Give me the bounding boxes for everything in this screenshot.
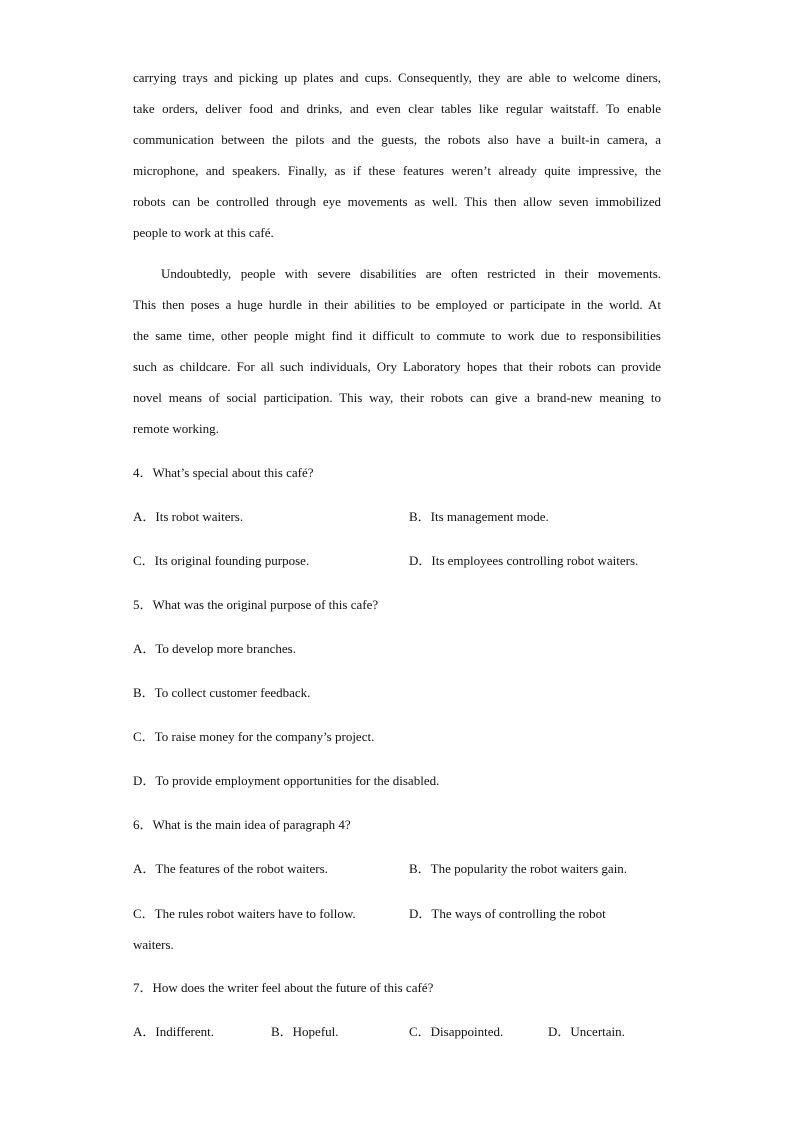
text-line: robots can be controlled through eye movements as well. This then allow seven immobilized (133, 194, 661, 209)
question-5-option-b-row (133, 664, 661, 708)
option-a[interactable]: A．Its robot waiters. (133, 509, 244, 524)
option-b[interactable]: B．To collect customer feedback. (133, 685, 311, 700)
option-a[interactable]: A．The features of the robot waiters. (133, 861, 328, 876)
question-6-stem: 6．What is the main idea of paragraph 4? (133, 817, 351, 832)
text-line: remote working. (133, 421, 219, 436)
option-b[interactable]: B．The popularity the robot waiters gain. (409, 861, 628, 876)
text-line: take orders, deliver food and drinks, and even clear tables like regular waitstaff. To enable (133, 101, 661, 116)
question-5-stem: 5．What was the original purpose of this cafe? (133, 597, 379, 612)
question-7-options-row (133, 1003, 661, 1047)
text-line: microphone, and speakers. Finally, as if these features weren’t already quite impressive, the (133, 163, 661, 178)
question-4-options-row-2 (133, 532, 661, 576)
option-d-continuation: waiters. (133, 937, 174, 952)
question-5-option-d-row (133, 752, 661, 796)
option-c[interactable]: C．The rules robot waiters have to follow. (133, 906, 356, 921)
paragraph-3 (133, 62, 661, 248)
option-c[interactable]: C．Disappointed. (409, 1024, 504, 1039)
question-5-option-c-row (133, 708, 661, 752)
text-line: the same time, other people might find it difficult to commute to work due to responsibilities (133, 328, 661, 343)
text-line: communication between the pilots and the guests, the robots also have a built-in camera, a (133, 132, 661, 147)
document-page (133, 62, 661, 1047)
option-d[interactable]: D．To provide employment opportunities for the disabled. (133, 773, 440, 788)
text-line: This then poses a huge hurdle in their abilities to be employed or participate in the world. At (133, 297, 661, 312)
text-line: carrying trays and picking up plates and cups. Consequently, they are able to welcome diners, (133, 70, 661, 85)
option-b[interactable]: B．Its management mode. (409, 509, 549, 524)
question-7-stem: 7．How does the writer feel about the future of this café? (133, 980, 434, 995)
option-c[interactable]: C．Its original founding purpose. (133, 553, 310, 568)
text-line: such as childcare. For all such individuals, Ory Laboratory hopes that their robots can provide (133, 359, 661, 374)
option-a[interactable]: A．To develop more branches. (133, 641, 296, 656)
option-a[interactable]: A．Indifferent. (133, 1024, 214, 1039)
question-6-options-row-2 (133, 884, 661, 959)
option-c[interactable]: C．To raise money for the company’s project. (133, 729, 375, 744)
question-4-stem: 4．What’s special about this café? (133, 465, 314, 480)
text-line: Undoubtedly, people with severe disabilities are often restricted in their movements. (161, 266, 661, 281)
question-5-option-a-row (133, 620, 661, 664)
option-d[interactable]: D．The ways of controlling the robot (409, 906, 606, 921)
question-4-options-row-1 (133, 488, 661, 532)
paragraph-4 (133, 258, 661, 444)
option-b[interactable]: B．Hopeful. (271, 1024, 339, 1039)
question-6-options-row-1 (133, 840, 661, 884)
option-d[interactable]: D．Its employees controlling robot waiters. (409, 553, 639, 568)
text-line: novel means of social participation. This way, their robots can give a brand-new meaning to (133, 390, 661, 405)
text-line: people to work at this café. (133, 225, 274, 240)
option-d[interactable]: D．Uncertain. (548, 1024, 625, 1039)
